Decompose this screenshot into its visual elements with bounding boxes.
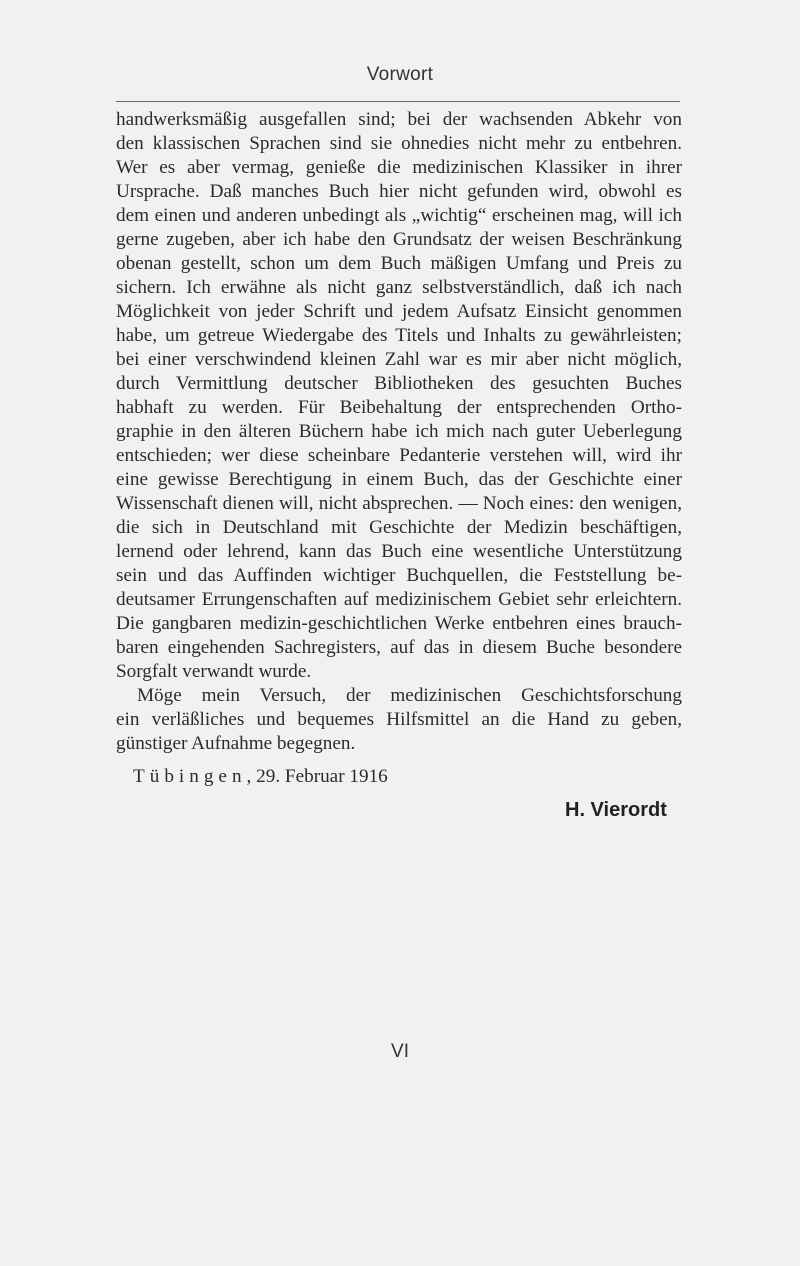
text-line: handwerksmäßig ausgefallen sind; bei der wachsenden Abkehr von <box>116 109 682 130</box>
place-date-separator: , <box>246 766 257 787</box>
text-line: habe, um getreue Wiedergabe des Titels und Inhalts zu gewährleisten; <box>116 325 682 346</box>
text-line: den klassischen Sprachen sind sie ohnedies nicht mehr zu entbehren. <box>116 133 682 154</box>
text-line: graphie in den älteren Büchern habe ich mich nach guter Ueberlegung <box>116 421 682 442</box>
text-line: Möglichkeit von jeder Schrift und jedem Aufsatz Einsicht genommen <box>116 301 682 322</box>
page-header-title: Vorwort <box>366 64 434 85</box>
text-line: dem einen und anderen unbedingt als „wichtig“ erscheinen mag, will ich <box>116 205 682 226</box>
closing-line: Möge mein Versuch, der medizinischen Geschichtsforschung <box>137 685 682 706</box>
place-name: Tübingen <box>133 766 247 787</box>
date: 29. Februar 1916 <box>256 766 388 787</box>
text-line: Sorgfalt verwandt wurde. <box>116 661 312 682</box>
closing-line: ein verläßliches und bequemes Hilfsmittel an die Hand zu geben, <box>116 709 682 730</box>
text-line: eine gewisse Berechtigung in einem Buch, das der Geschichte einer <box>116 469 682 490</box>
text-line: entschieden; wer diese scheinbare Pedanterie verstehen will, wird ihr <box>116 445 682 466</box>
text-line: Die gangbaren medizin-geschichtlichen Werke entbehren eines brauch- <box>116 613 682 634</box>
text-line: bei einer verschwindend kleinen Zahl war es mir aber nicht möglich, <box>116 349 682 370</box>
text-line: Wissenschaft dienen will, nicht absprechen. — Noch eines: den wenigen, <box>116 493 682 514</box>
text-line: deutsamer Errungenschaften auf medizinischem Gebiet sehr erleichtern. <box>116 589 682 610</box>
body-text <box>116 108 682 756</box>
page-number: VI <box>391 1041 409 1062</box>
text-line: Ursprache. Daß manches Buch hier nicht gefunden wird, obwohl es <box>116 181 682 202</box>
text-line: habhaft zu werden. Für Beibehaltung der entsprechenden Ortho- <box>116 397 682 418</box>
text-line: durch Vermittlung deutscher Bibliotheken des gesuchten Buches <box>116 373 682 394</box>
text-line: die sich in Deutschland mit Geschichte der Medizin beschäftigen, <box>116 517 682 538</box>
text-line: sichern. Ich erwähne als nicht ganz selbstverständlich, daß ich nach <box>116 277 682 298</box>
place-date <box>133 765 388 789</box>
text-line: gerne zugeben, aber ich habe den Grundsatz der weisen Beschränkung <box>116 229 682 250</box>
text-line: Wer es aber vermag, genieße die medizinischen Klassiker in ihrer <box>116 157 682 178</box>
text-line: lernend oder lehrend, kann das Buch eine wesentliche Unterstützung <box>116 541 682 562</box>
text-line: sein und das Auffinden wichtiger Buchquellen, die Feststellung be- <box>116 565 682 586</box>
text-line: baren eingehenden Sachregisters, auf das in diesem Buche besondere <box>116 637 682 658</box>
author-signature: H. Vierordt <box>565 799 667 821</box>
header-divider <box>116 101 680 102</box>
closing-line: günstiger Aufnahme begegnen. <box>116 733 356 754</box>
text-line: obenan gestellt, schon um dem Buch mäßigen Umfang und Preis zu <box>116 253 682 274</box>
